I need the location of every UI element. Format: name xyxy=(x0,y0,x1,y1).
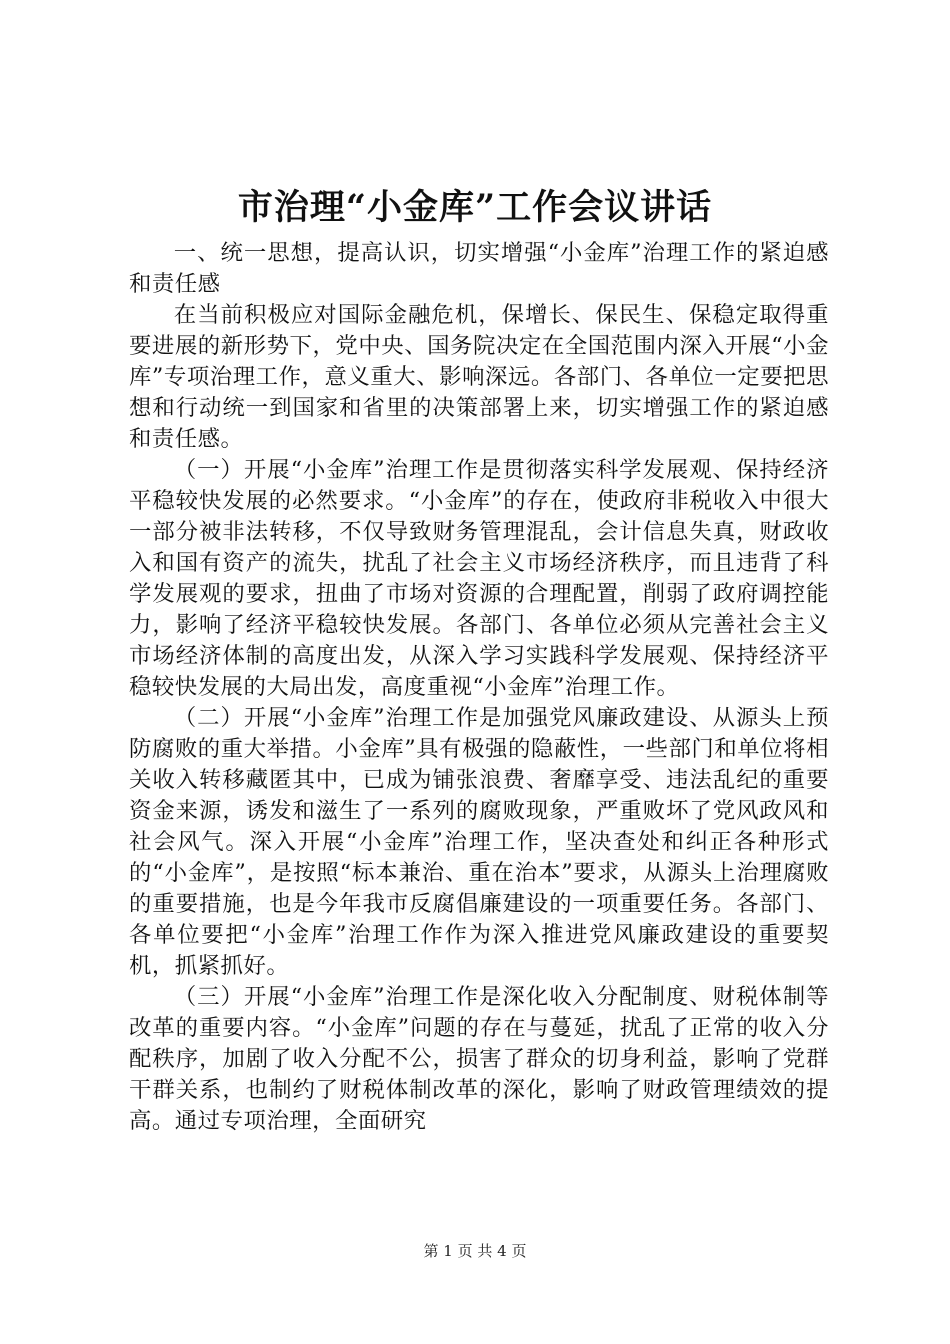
paragraph-point-1: （一）开展“小金库”治理工作是贯彻落实科学发展观、保持经济平稳较快发展的必然要求。“小金库”的存在，使政府非税收入中很大一部分被非法转移，不仅导致财务管理混乱，会计信息失真，财政收入和国有资产的流失，扰乱了社会主义市场经济秩序，而且违背了科学发展观的要求，扭曲了市场对资源的合理配置，削弱了政府调控能力，影响了经济平稳较快发展。各部门、各单位必须从完善社会主义市场经济体制的高度出发，从深入学习实践科学发展观、保持经济平稳较快发展的大局出发，高度重视“小金库”治理工作。 xyxy=(129,457,829,700)
paragraph-point-2: （二）开展“小金库”治理工作是加强党风廉政建设、从源头上预防腐败的重大举措。小金库”具有极强的隐蔽性，一些部门和单位将相关收入转移藏匿其中，已成为铺张浪费、奢靡享受、违法乱纪的重要资金来源，诱发和滋生了一系列的腐败现象，严重败坏了党风政风和社会风气。深入开展“小金库”治理工作，坚决查处和纠正各种形式的“小金库”，是按照“标本兼治、重在治本”要求，从源头上治理腐败的重要措施，也是今年我市反腐倡廉建设的一项重要任务。各部门、各单位要把“小金库”治理工作作为深入推进党风廉政建设的重要契机，抓紧抓好。 xyxy=(129,705,829,979)
paragraph-point-3: （三）开展“小金库”治理工作是深化收入分配制度、财税体制等改革的重要内容。“小金库”问题的存在与蔓延，扰乱了正常的收入分配秩序，加剧了收入分配不公，损害了群众的切身利益，影响了党群干群关系，也制约了财税体制改革的深化，影响了财政管理绩效的提高。通过专项治理，全面研究 xyxy=(129,984,829,1134)
paragraph-intro: 在当前积极应对国际金融危机，保增长、保民生、保稳定取得重要进展的新形势下，党中央、国务院决定在全国范围内深入开展“小金库”专项治理工作，意义重大、影响深远。各部门、各单位一定要把思想和行动统一到国家和省里的决策部署上来，切实增强工作的紧迫感和责任感。 xyxy=(129,302,829,452)
page-number-footer: 第 1 页 共 4 页 xyxy=(423,1242,527,1260)
document-title: 市治理“小金库”工作会议讲话 xyxy=(237,187,713,228)
section-heading-1: 一、统一思想，提高认识，切实增强“小金库”治理工作的紧迫感和责任感 xyxy=(129,240,829,297)
document-body xyxy=(129,238,829,1137)
